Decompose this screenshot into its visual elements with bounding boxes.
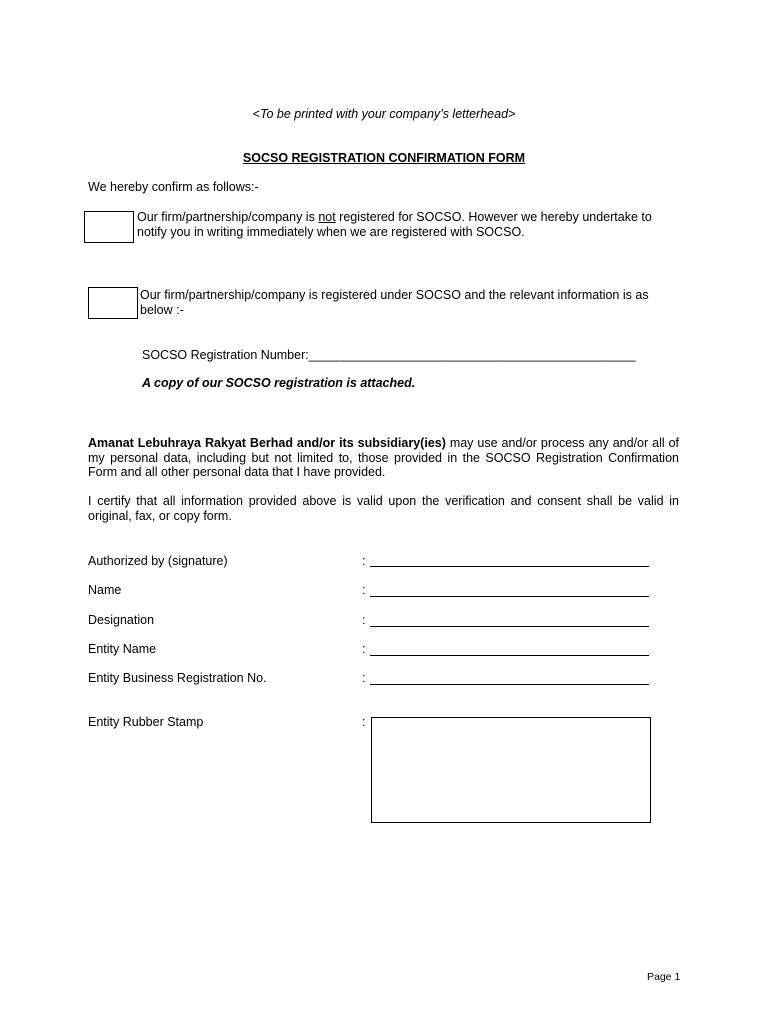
field-colon: :	[362, 583, 366, 597]
option1-underlined: not	[318, 210, 336, 224]
field-label-rubber-stamp: Entity Rubber Stamp	[88, 715, 204, 729]
field-label-name: Name	[88, 583, 122, 597]
option1-suffix: registered for SOCSO. However we hereby undertake to notify you in writing immediately when we are registered with SOCSO.	[137, 210, 652, 239]
name-line[interactable]	[370, 596, 649, 597]
socso-registration-number-field[interactable]: SOCSO Registration Number:_______________________________________________	[142, 348, 636, 362]
option-not-registered-text	[137, 210, 682, 239]
signature-line[interactable]	[370, 566, 649, 567]
page-number: Page 1	[647, 971, 681, 983]
letterhead-note: <To be printed with your company’s letterhead>	[252, 107, 516, 121]
field-label-entity-registration: Entity Business Registration No.	[88, 671, 267, 685]
field-colon: :	[362, 715, 366, 729]
option-registered-text: Our firm/partnership/company is registered under SOCSO and the relevant information is as below :-	[140, 288, 649, 317]
field-colon: :	[362, 613, 366, 627]
entity-registration-line[interactable]	[370, 684, 649, 685]
entity-name-line[interactable]	[370, 655, 649, 656]
intro-text: We hereby confirm as follows:-	[88, 180, 259, 194]
option1-prefix: Our firm/partnership/company is	[137, 210, 319, 224]
field-label-signature: Authorized by (signature)	[88, 554, 228, 568]
field-colon: :	[362, 671, 366, 685]
copy-attached-note: A copy of our SOCSO registration is attached.	[142, 376, 416, 390]
certify-paragraph: I certify that all information provided above is valid upon the verification and consent shall be valid in original, fax, or copy form.	[88, 494, 679, 523]
option-registered-checkbox[interactable]	[88, 287, 138, 319]
field-colon: :	[362, 554, 366, 568]
field-colon: :	[362, 642, 366, 656]
consent-paragraph	[88, 436, 679, 480]
field-label-entity-name: Entity Name	[88, 642, 157, 656]
designation-line[interactable]	[370, 626, 649, 627]
option-not-registered-checkbox[interactable]	[84, 211, 134, 243]
rubber-stamp-box[interactable]	[371, 717, 651, 823]
form-title: SOCSO REGISTRATION CONFIRMATION FORM	[242, 151, 526, 165]
consent-company: Amanat Lebuhraya Rakyat Berhad and/or its subsidiary(ies)	[88, 436, 446, 450]
consent-text: may use and/or process any and/or all of my personal data, including but not limited to, those provided in the SOCSO Registration Confirmation Form and all other personal data that I have provided.	[88, 436, 679, 479]
field-label-designation: Designation	[88, 613, 155, 627]
